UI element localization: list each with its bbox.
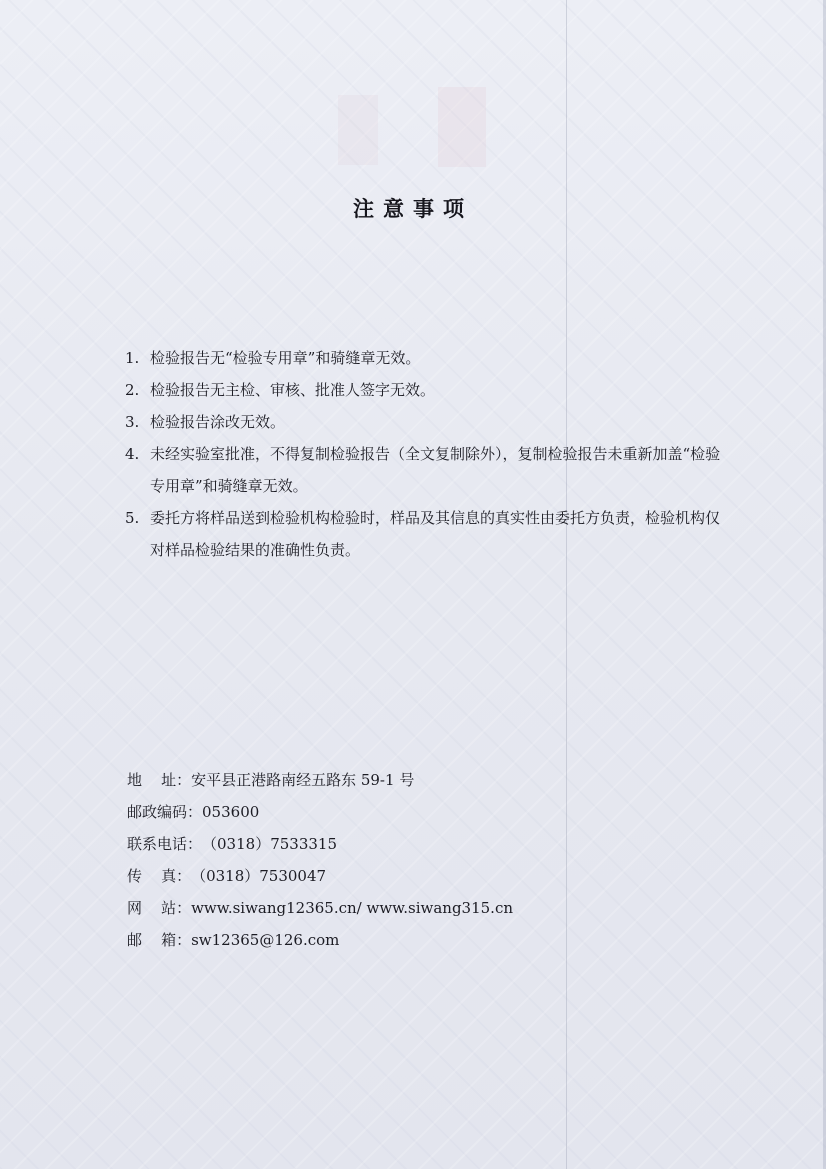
- notice-text: 检验报告涂改无效。: [150, 413, 286, 431]
- fax-value: （0318）7530047: [191, 867, 327, 885]
- contact-website-row: [127, 892, 687, 924]
- notice-item: [125, 406, 725, 438]
- postcode-value: 053600: [202, 803, 260, 821]
- contact-postcode-row: [127, 796, 687, 828]
- address-label: 地 址：: [127, 771, 192, 789]
- address-value: 安平县正港路南经五路东 59-1 号: [191, 771, 415, 789]
- website-label: 网 站：: [127, 899, 192, 917]
- notice-list: [125, 342, 725, 566]
- phone-value: （0318）7533315: [202, 835, 337, 853]
- phone-label: 联系电话：: [127, 835, 203, 853]
- notice-number: 4.: [125, 445, 140, 463]
- email-label: 邮 箱：: [127, 931, 192, 949]
- contact-block: [127, 764, 687, 956]
- notice-text: 未经实验室批准，不得复制检验报告（全文复制除外），复制检验报告未重新加盖“检验专用章”和骑缝章无效。: [150, 445, 721, 495]
- notice-item: [125, 502, 725, 566]
- email-value: sw12365@126.com: [191, 931, 340, 949]
- notice-item: [125, 374, 725, 406]
- page-title: 注意事项: [353, 196, 473, 221]
- notice-item: [125, 342, 725, 374]
- faint-seal-bleed-through: [330, 85, 500, 180]
- contact-phone-row: [127, 828, 687, 860]
- notice-text: 委托方将样品送到检验机构检验时，样品及其信息的真实性由委托方负责，检验机构仅对样品检验结果的准确性负责。: [150, 509, 721, 559]
- notice-text: 检验报告无主检、审核、批准人签字无效。: [150, 381, 436, 399]
- notice-number: 3.: [125, 413, 140, 431]
- notice-text: 检验报告无“检验专用章”和骑缝章无效。: [150, 349, 421, 367]
- contact-fax-row: [127, 860, 687, 892]
- notice-item: [125, 438, 725, 502]
- notice-number: 2.: [125, 381, 140, 399]
- notice-number: 5.: [125, 509, 140, 527]
- contact-email-row: [127, 924, 687, 956]
- notice-number: 1.: [125, 349, 140, 367]
- contact-address-row: [127, 764, 687, 796]
- postcode-label: 邮政编码：: [127, 803, 203, 821]
- website-value: www.siwang12365.cn/ www.siwang315.cn: [191, 899, 513, 917]
- fax-label: 传 真：: [127, 867, 192, 885]
- fold-line: [566, 0, 567, 1169]
